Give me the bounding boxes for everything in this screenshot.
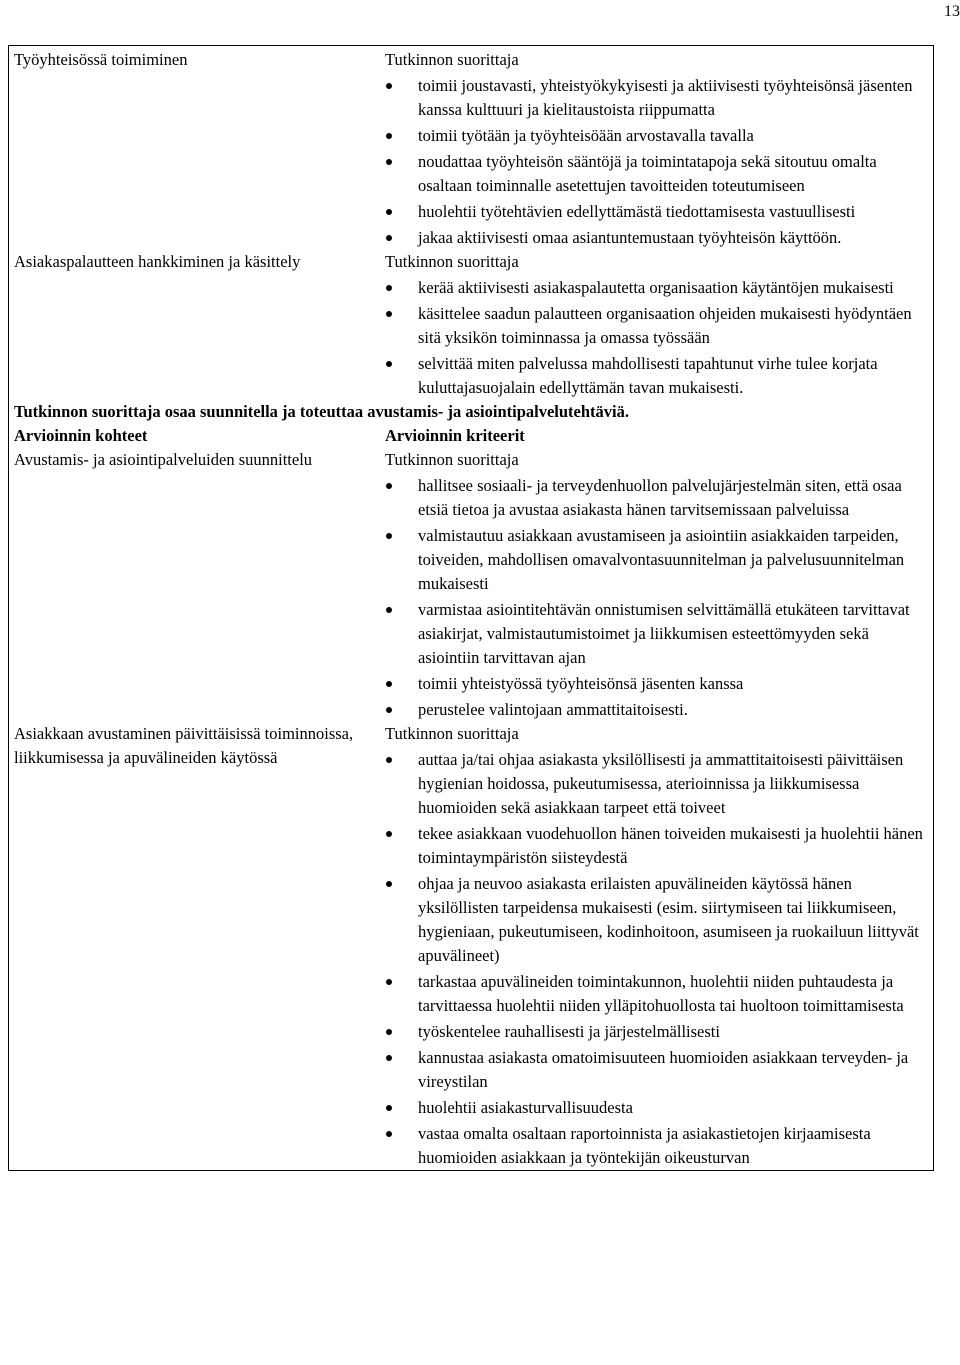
assessment-row xyxy=(9,722,934,1171)
criteria-item: tekee asiakkaan vuodehuollon hänen toiveiden mukaisesti ja huolehtii hänen toimintaympäristön siisteydestä xyxy=(385,822,933,870)
criteria-item: auttaa ja/tai ohjaa asiakasta yksilöllisesti ja ammattitaitoisesti päivittäisen hygienian hoidossa, pukeutumisessa, aterioinnissa ja liikkumisessa huomioiden sekä asiakkaan tarpeet että toiveet xyxy=(385,748,933,820)
criteria-item: ohjaa ja neuvoo asiakasta erilaisten apuvälineiden käytössä hänen yksilöllisten tarpeidensa mukaisesti (esim. siirtymiseen tai liikkumiseen, hygieniaan, pukeutumiseen, kodinhoitoon, asumiseen ja ruokailuun liittyvät apuvälineet) xyxy=(385,872,933,968)
assessment-target: Asiakaspalautteen hankkiminen ja käsittely xyxy=(14,252,301,271)
criteria-title: Tutkinnon suorittaja xyxy=(385,724,519,743)
skill-heading-row xyxy=(9,400,934,424)
assessment-row xyxy=(9,46,934,251)
criteria-list xyxy=(385,748,933,1170)
criteria-item: varmistaa asiointitehtävän onnistumisen selvittämällä etukäteen tarvittavat asiakirjat, valmistautumistoimet ja liikkumisen esteettömyyden sekä asiointiin tarvittavan ajan xyxy=(385,598,933,670)
criteria-item: valmistautuu asiakkaan avustamiseen ja asiointiin asiakkaiden tarpeiden, toiveiden, mahdollisen omavalvontasuunnitelman ja palvelusuunnitelman mukaisesti xyxy=(385,524,933,596)
criteria-item: kerää aktiivisesti asiakaspalautetta organisaation käytäntöjen mukaisesti xyxy=(385,276,933,300)
criteria-item: työskentelee rauhallisesti ja järjestelmällisesti xyxy=(385,1020,933,1044)
criteria-item: selvittää miten palvelussa mahdollisesti tapahtunut virhe tulee korjata kuluttajasuojalain edellyttämän tavan mukaisesti. xyxy=(385,352,933,400)
assessment-row xyxy=(9,448,934,722)
criteria-item: hallitsee sosiaali- ja terveydenhuollon palvelujärjestelmän siten, että osaa etsiä tietoa ja avustaa asiakasta hänen tarvitsemissaan palveluissa xyxy=(385,474,933,522)
assessment-target: Avustamis- ja asiointipalveluiden suunnittelu xyxy=(14,450,313,469)
assessment-table xyxy=(8,45,934,1171)
assessment-criteria xyxy=(380,722,934,1171)
assessment-target: Työyhteisössä toimiminen xyxy=(14,50,188,69)
criteria-item: toimii yhteistyössä työyhteisönsä jäsenten kanssa xyxy=(385,672,933,696)
criteria-item: käsittelee saadun palautteen organisaation ohjeiden mukaisesti hyödyntäen sitä yksikön toiminnassa ja omassa työssään xyxy=(385,302,933,350)
assessment-criteria xyxy=(380,250,934,400)
criteria-item: vastaa omalta osaltaan raportoinnista ja asiakastietojen kirjaamisesta huomioiden asiakkaan ja työntekijän oikeusturvan xyxy=(385,1122,933,1170)
criteria-item: toimii joustavasti, yhteistyökykyisesti ja aktiivisesti työyhteisönsä jäsenten kanssa kulttuuri ja kielitaustoista riippumatta xyxy=(385,74,933,122)
column-header-targets: Arvioinnin kohteet xyxy=(14,426,148,445)
criteria-item: kannustaa asiakasta omatoimisuuteen huomioiden asiakkaan terveyden- ja vireystilan xyxy=(385,1046,933,1094)
page-number: 13 xyxy=(944,3,960,20)
criteria-title: Tutkinnon suorittaja xyxy=(385,450,519,469)
assessment-criteria xyxy=(380,448,934,722)
criteria-list xyxy=(385,74,933,250)
criteria-item: toimii työtään ja työyhteisöään arvostavalla tavalla xyxy=(385,124,933,148)
criteria-item: tarkastaa apuvälineiden toimintakunnon, huolehtii niiden puhtaudesta ja tarvittaessa huolehtii niiden ylläpitohuollosta tai huoltoon toimittamisesta xyxy=(385,970,933,1018)
criteria-item: noudattaa työyhteisön sääntöjä ja toimintatapoja sekä sitoutuu omalta osaltaan toiminnalle asetettujen tavoitteiden toteutumiseen xyxy=(385,150,933,198)
assessment-row xyxy=(9,250,934,400)
assessment-target: Asiakkaan avustaminen päivittäisissä toiminnoissa, liikkumisessa ja apuvälineiden käytössä xyxy=(14,724,354,767)
criteria-item: huolehtii työtehtävien edellyttämästä tiedottamisesta vastuullisesti xyxy=(385,200,933,224)
criteria-item: huolehtii asiakasturvallisuudesta xyxy=(385,1096,933,1120)
criteria-list xyxy=(385,276,933,400)
criteria-list xyxy=(385,474,933,722)
criteria-item: perustelee valintojaan ammattitaitoisesti. xyxy=(385,698,933,722)
column-header-criteria: Arvioinnin kriteerit xyxy=(385,426,525,445)
skill-heading: Tutkinnon suorittaja osaa suunnitella ja toteuttaa avustamis- ja asiointipalvelutehtäviä. xyxy=(14,402,630,421)
criteria-title: Tutkinnon suorittaja xyxy=(385,252,519,271)
assessment-criteria xyxy=(380,46,934,251)
criteria-item: jakaa aktiivisesti omaa asiantuntemustaan työyhteisön käyttöön. xyxy=(385,226,933,250)
criteria-title: Tutkinnon suorittaja xyxy=(385,50,519,69)
column-header-row xyxy=(9,424,934,448)
